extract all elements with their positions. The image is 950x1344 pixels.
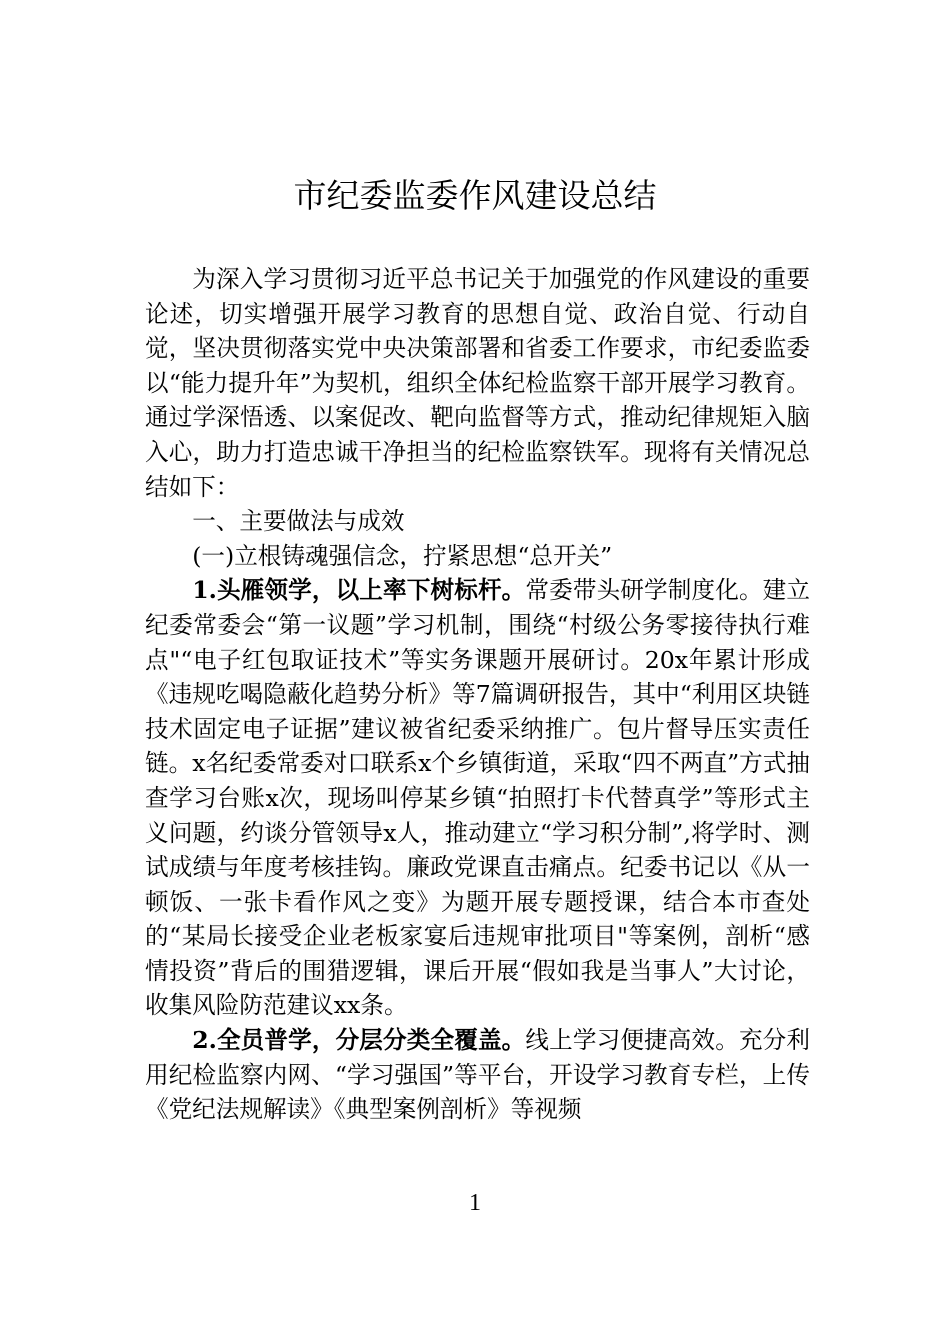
item-lead-2: 2.全员普学，分层分类全覆盖。 [192, 1026, 526, 1055]
intro-paragraph: 为深入学习贯彻习近平总书记关于加强党的作风建设的重要论述，切实增强开展学习教育的思想自觉、政治自觉、行动自觉，坚决贯彻落实党中央决策部署和省委工作要求，市纪委监委以“能力提升年”为契机，组织全体纪检监察干部开展学习教育。通过学深悟透、以案促改、靶向监督等方式，推动纪律规矩入脑入心，助力打造忠诚干净担当的纪检监察铁军。现将有关情况总结如下： [145, 265, 810, 501]
item-paragraph-1 [145, 573, 810, 1023]
subsection-heading: (一)立根铸魂强信念，拧紧思想“总开关” [192, 541, 613, 570]
item-body-2: 线上学习便捷高效。充分利用纪检监察内网、“学习强国”等平台，开设学习教育专栏，上传《党纪法规解读》《典型案例剖析》等视频 [145, 1026, 810, 1124]
item-body-1: 常委带头研学制度化。建立纪委常委会“第一议题”学习机制，围绕“村级公务零接待执行难点"“电子红包取证技术”等实务课题开展研讨。20x年累计形成《违规吃喝隐蔽化趋势分析》等7篇调研报告，其中“利用区块链技术固定电子证据”建议被省纪委采纳推广。包片督导压实责任链。x名纪委常委对口联系x个乡镇街道，采取“四不两直”方式抽查学习台账x次，现场叫停某乡镇“拍照打卡代替真学”等形式主义问题，约谈分管领导x人，推动建立“学习积分制”,将学时、测试成绩与年度考核挂钩。廉政党课直击痛点。纪委书记以《从一顿饭、一张卡看作风之变》为题开展专题授课，结合本市查处的“某局长接受企业老板家宴后违规审批项目"等案例，剖析“感情投资”背后的围猎逻辑，课后开展“假如我是当事人”大讨论，收集风险防范建议xx条。 [145, 576, 810, 1020]
item-lead-1: 1.头雁领学，以上率下树标杆。 [192, 576, 526, 605]
item-paragraph-2 [145, 1023, 810, 1127]
document-title: 市纪委监委作风建设总结 [293, 176, 657, 215]
section-heading: 一、主要做法与成效 [192, 507, 405, 536]
document-body [145, 262, 810, 1127]
page-number: 1 [469, 1190, 481, 1216]
